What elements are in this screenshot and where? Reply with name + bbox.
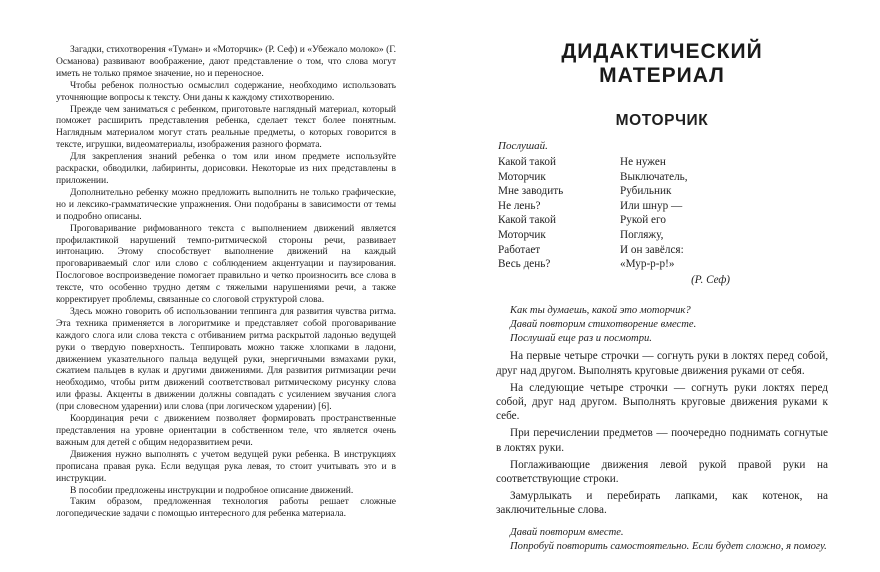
poem-line: Какой такой [498,156,556,168]
cue-together: Давай повторим вместе. [510,526,624,538]
poem-line: Мне заводить [498,185,564,198]
poem-line: Моторчик [498,228,546,241]
left-paragraph-6: Проговаривание рифмованного текста с выполнением движений является профилактикой нарушений темпо-ритмической стороны речи, развивает интонацию. Этому способствует выполнение движений на каждый проговариваемый слог или слово с соблюдением акцентуации и паузирования. Послоговое воспроизведение помогает правильно и четко произносить все слова в тексте, что особенно трудно детям с тяжелыми нарушениями речи, а также корректирует проблемы, связанные со слоговой структурой слова. [56,222,396,306]
left-paragraph-4: Для закрепления знаний ребенка о том или ином предмете используйте раскраски, обводилки, лабиринты, дорисовки. Некоторые из них представлены в приложении. [56,151,396,186]
poem-line: Весь день? [498,258,551,271]
left-paragraph-1: Загадки, стихотворения «Туман» и «Моторчик» (Р. Сеф) и «Убежало молоко» (Г. Османова) развивают воображение, дают представление о том, что слова могут иметь не только прямое значение, но и переносное. [56,44,396,79]
poem-line: Какой такой [498,214,556,227]
left-paragraph-8: Координация речи с движением позволяет формировать пространственные представления на уровне ориентации в собственном теле, что является очень важным для детей с общим недоразвитием речи. [56,413,396,448]
instruction-4: Поглаживающие движения левой рукой правой руки на соответствующие строки. [496,458,828,485]
instruction-2: На следующие четыре строчки — согнуть руки локтях перед собой, друг над другом. Выполнять круговые движения руками к себе. [496,381,828,423]
poem-line: Или шнур — [620,199,683,212]
left-paragraph-7: Здесь можно говорить об использовании теппинга для развития чувства ритма. Эта техника применяется в логоритмике и представляет собой проговаривание каждого слога или слова текста с отбиванием ритма раскрытой ладонью ведущей руки о твердую поверхность. Теппировать можно также хлопками в ладони, движением указательного пальца ведущей руки, энергичными взмахами руки, сжатием пальцев в кулак и другими движениями. Для развития ритмизации речи необходимо, чтобы ритм движений соответствовал ритмическому рисунку слова или фразы. Акценты в движении должны совпадать с усилением звучания слога (при словесном ударении) или слова (при логическом ударении) [6]. [56,305,396,413]
instruction-1: На первые четыре строчки — согнуть руки в локтях перед собой, друг над другом. Выполнять круговые движения руками от себя. [496,350,828,377]
right-page [440,0,880,572]
instruction-5: Замурлыкать и перебирать лапками, как котенок, на заключительные слова. [496,490,828,517]
question-cues [496,304,828,347]
poem-line: Работает [498,243,541,256]
poem-line: Моторчик [498,170,546,183]
poem-author: (Р. Сеф) [691,273,730,286]
left-paragraph-5: Дополнительно ребенку можно предложить выполнить не только графические, но и лексико-грамматические упражнения. Они подобраны в зависимости от темы и подробно описаны. [56,186,396,222]
poem-column-left [498,155,620,272]
poem-line: «Мур-р-р!» [620,258,675,271]
left-paragraph-3: Прежде чем заниматься с ребенком, приготовьте наглядный материал, который поможет расширить представления ребенка, сделает текст более понятным. Наглядным материалом могут стать реальные предметы, о которых говорится в тексте, игрушки, видеоматериалы, изображения разного формата. [56,103,396,151]
poem-line: И он завёлся: [620,243,684,256]
poem-line: Не лень? [498,199,541,212]
poem-line: Выключатель, [620,170,688,183]
left-paragraph-10: В пособии предложены инструкции и подробное описание движений. [70,484,354,496]
poem-line: Рубильник [620,185,672,198]
instruction-3: При перечислении предметов — поочередно поднимать согнутые в локтях руки. [496,427,828,454]
poem [498,155,828,272]
poem-column-right [620,155,742,272]
cue-listen-again: Послушай еще раз и посмотри. [510,333,652,345]
left-paragraph-11: Таким образом, предложенная технология работы решает сложные логопедические задачи с помощью интересного для ребенка материала. [56,496,396,520]
movement-instructions [496,349,828,517]
left-paragraph-2: Чтобы ребенок полностью осмыслил содержание, необходимо использовать уточняющие вопросы к тексту. Они даны к каждому стихотворению. [56,79,396,103]
poem-line: Погляжу, [620,228,664,241]
cue-try-alone: Попробуй повторить самостоятельно. Если будет сложно, я помогу. [510,540,827,552]
poem-line: Рукой его [620,214,666,227]
closing-cues [496,526,828,554]
listen-cue: Послушай. [498,140,548,152]
section-heading: ДИДАКТИЧЕСКИЙ МАТЕРИАЛ [561,40,763,87]
poem-title: МОТОРЧИК [615,112,709,129]
left-paragraph-9: Движения нужно выполнять с учетом ведущей руки ребенка. В инструкциях прописана правая рука. Если ведущая рука левая, то стоит учитывать это и в инструкции. [56,448,396,484]
cue-repeat: Давай повторим стихотворение вместе. [510,318,697,330]
poem-line: Не нужен [620,156,666,168]
cue-question: Как ты думаешь, какой это моторчик? [510,304,691,316]
